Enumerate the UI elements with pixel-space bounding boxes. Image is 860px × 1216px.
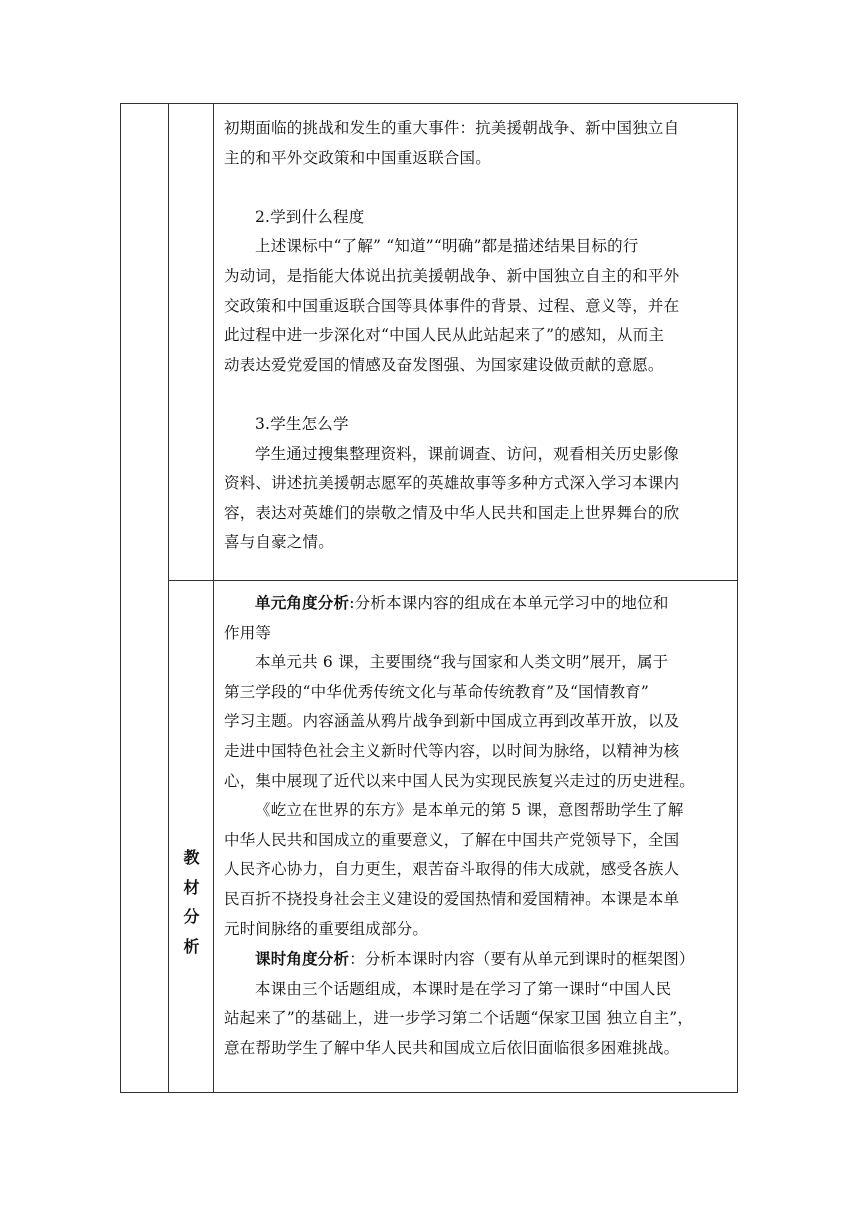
continuation-line: 初期面临的挑战和发生的重大事件：抗美援朝战争、新中国独立自: [224, 119, 680, 137]
paragraph-line: 人民齐心协力，自力更生，艰苦奋斗取得的伟大成就，感受各族人: [224, 860, 680, 879]
paragraph-line: 喜与自豪之情。: [224, 533, 334, 552]
paragraph-line: 资料、讲述抗美援朝志愿军的英雄故事等多种方式深入学习本课内: [224, 474, 680, 493]
lesson-analysis-heading: 课时角度分析：分析本课时内容（要有从单元到课时的框架图）: [255, 949, 695, 969]
paragraph-line: 站起来了”的基础上，进一步学习第二个话题“保家卫国 独立自主”，: [224, 1009, 694, 1028]
paragraph-line: 心，集中展现了近代以来中国人民为实现民族复兴走过的历史进程。: [224, 771, 696, 790]
paragraph-line: 民百折不挠投身社会主义建设的爱国热情和爱国精神。本课是本单: [224, 889, 680, 908]
paragraph-line: 容，表达对英雄们的崇敬之情及中华人民共和国走上世界舞台的欣: [224, 503, 680, 522]
continuation-line: 主的和平外交政策和中国重返联合国。: [224, 148, 491, 167]
paragraph-line: 意在帮助学生了解中华人民共和国成立后依旧面临很多困难挑战。: [224, 1038, 680, 1057]
paragraph-line: 走进中国特色社会主义新时代等内容，以时间为脉络，以精神为核: [224, 741, 680, 760]
paragraph-line: 为动词，是指能大体说出抗美援朝战争、新中国独立自主的和平外: [224, 266, 680, 285]
paragraph-line: 学生通过搜集整理资料，课前调查、访问，观看相关历史影像: [255, 444, 679, 463]
paragraph-line: 动表达爱党爱国的情感及奋发图强、为国家建设做贡献的意愿。: [224, 355, 664, 374]
paragraph-line: 交政策和中国重返联合国等具体事件的背景、过程、意义等，并在: [224, 296, 680, 315]
lesson-plan-table: [120, 103, 738, 1093]
paragraph-line: 本单元共 6 课，主要围绕“我与国家和人类文明”展开，属于: [255, 653, 669, 672]
paragraph-line: 元时间脉络的重要组成部分。: [224, 919, 429, 938]
section-heading: 2.学到什么程度: [255, 207, 365, 226]
learning-goal-cell: [214, 114, 737, 558]
paragraph-line: 《屹立在世界的东方》是本单元的第 5 课，意图帮助学生了解: [255, 801, 684, 820]
paragraph-line: 中华人民共和国成立的重要意义，了解在中国共产党领导下，全国: [224, 830, 680, 849]
textbook-analysis-cell: [214, 588, 737, 1064]
paragraph-line: 本课由三个话题组成，本课时是在学习了第一课时“中国人民: [255, 979, 672, 998]
paragraph-line: 作用等: [224, 623, 272, 642]
paragraph-line: 上述课标中“了解” “知道”“明确”都是描述结果目标的行: [255, 237, 639, 256]
textbook-analysis-label: 教 材 分 析: [183, 848, 200, 956]
paragraph-line: 学习主题。内容涵盖从鸦片战争到新中国成立再到改革开放，以及: [224, 712, 680, 731]
unit-analysis-heading: 单元角度分析:分析本课内容的组成在本单元学习中的地位和: [255, 593, 669, 612]
paragraph-line: 第三学段的“中华优秀传统文化与革命传统教育”及“国情教育”: [224, 682, 649, 701]
row-divider: [168, 580, 737, 581]
paragraph-line: 此过程中进一步深化对“中国人民从此站起来了”的感知，从而主: [224, 326, 665, 345]
section-heading: 3.学生怎么学: [255, 414, 349, 433]
